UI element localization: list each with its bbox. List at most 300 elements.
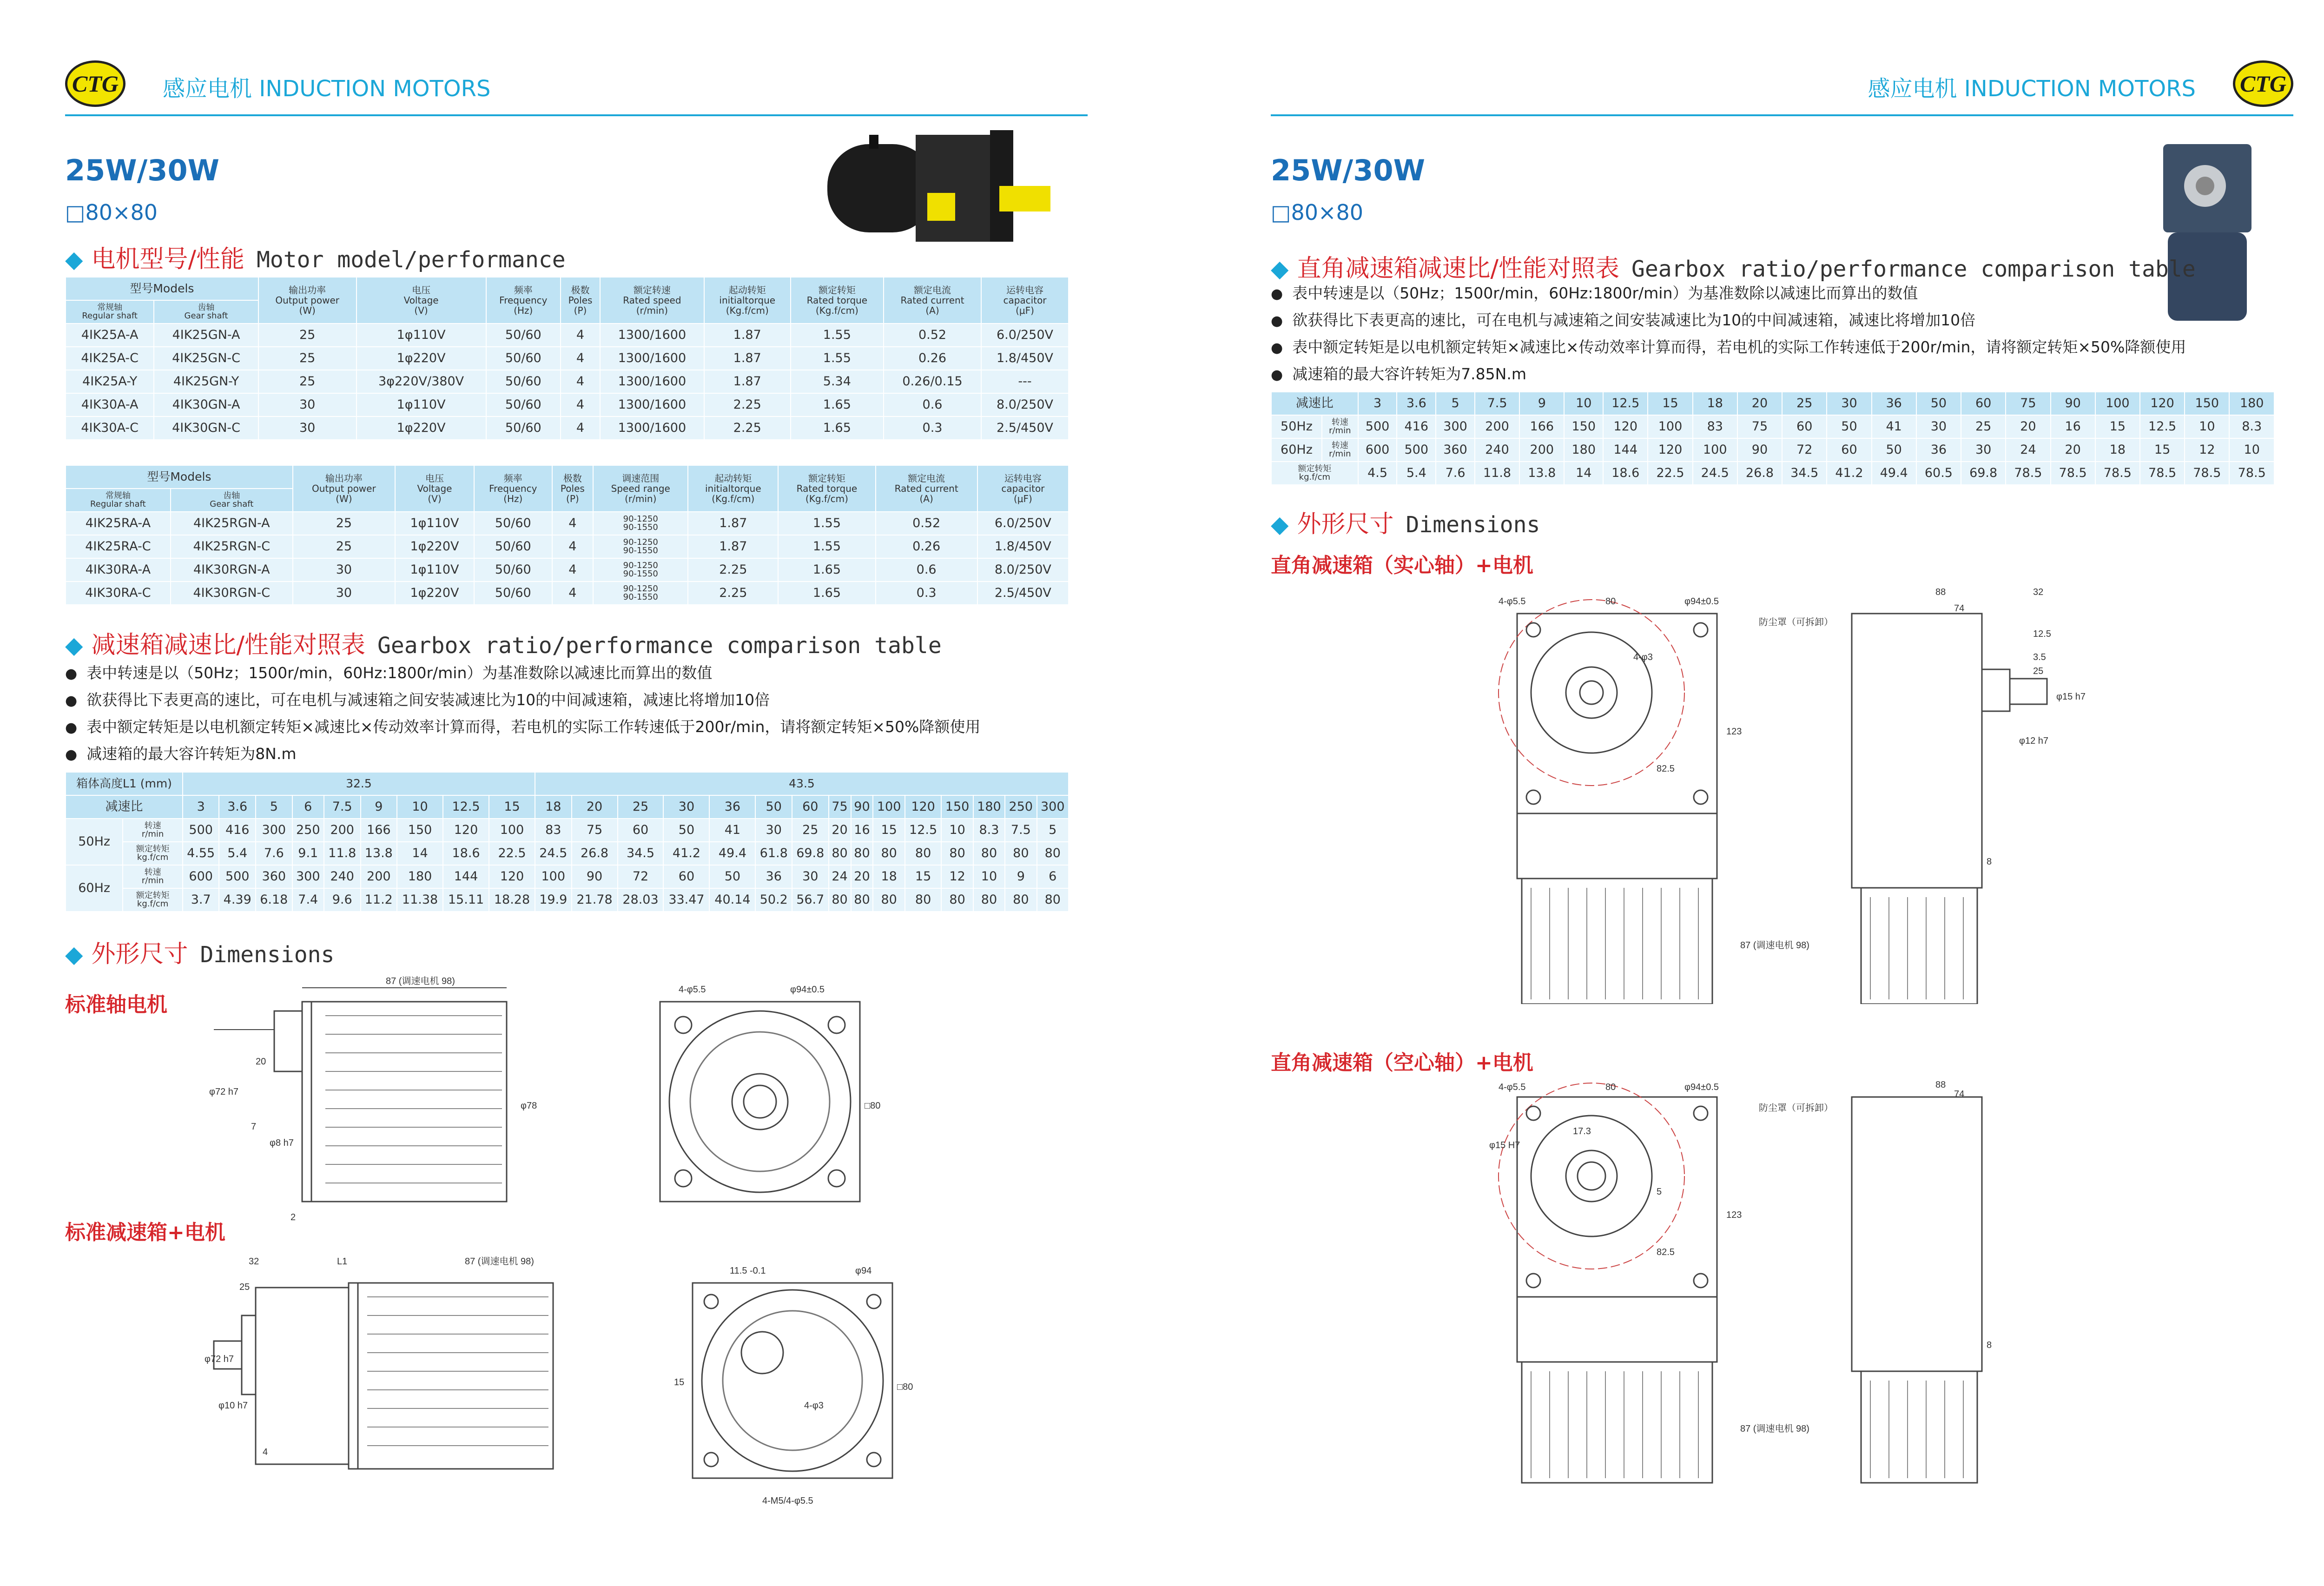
dim-text: φ8 h7 [270,1138,294,1148]
table-cell: 1.87 [704,324,791,347]
table-cell: 1.65 [778,558,875,582]
dim-text: 87 (调速电机 98) [386,976,455,986]
table-cell: 2.25 [688,582,778,605]
gearbox-ratio-table [65,772,1069,912]
table-cell: 25 [258,370,357,393]
dim-text: 4 [263,1447,268,1457]
cell-text: Poles [560,483,585,494]
ratio-cell: 25 [1782,392,1827,415]
table-cell: 50/60 [486,370,561,393]
table-cell: 100 [1693,438,1737,462]
table-cell: 25 [792,819,829,842]
cell-text: (Hz) [514,305,533,316]
speed-label [123,865,183,888]
table-cell: 416 [219,819,256,842]
column-header [600,277,704,324]
table-cell: 4.5 [1358,462,1397,485]
column-header [977,465,1069,512]
table-cell: 78.5 [2006,462,2050,485]
table-cell: 24.5 [1693,462,1737,485]
dim-text: φ94 [855,1266,872,1276]
table-cell: 15 [2095,415,2140,438]
table-cell: 25 [1961,415,2006,438]
table-cell: 80 [1005,842,1037,865]
table-cell: 49.4 [709,842,755,865]
cell-text: initialtorque [705,483,761,494]
table-cell: 11.2 [361,888,397,912]
ratio-cell: 75 [2006,392,2050,415]
table-cell: 80 [1005,888,1037,912]
column-header [876,465,977,512]
table-cell: 18.6 [443,842,489,865]
header-title: 感应电机 INDUCTION MOTORS [1868,76,2196,102]
table-cell: 1.65 [778,582,875,605]
table-cell: 4.39 [219,888,256,912]
table-cell: 360 [1436,438,1475,462]
dim-text: 25 [2033,666,2044,676]
ratio-cell: 3.6 [219,795,256,819]
column-header [552,465,594,512]
cell-text: (Kg.f/cm) [805,493,848,504]
table-cell: 120 [489,865,535,888]
table-cell: 8.3 [973,819,1005,842]
note-item: ● 欲获得比下表更高的速比，可在电机与减速箱之间安装减速比为10的中间减速箱，减速比将增加10倍 [65,687,980,714]
ratio-cell: 150 [941,795,973,819]
table-cell: 78.5 [2185,462,2229,485]
table-cell: 0.26/0.15 [884,370,981,393]
table-cell: 150 [397,819,443,842]
models-header: 型号Models [66,465,293,489]
table-cell: 40.14 [709,888,755,912]
table-cell: 120 [1648,438,1692,462]
table-cell: 4 [561,347,600,370]
table-cell: 4 [561,324,600,347]
table-cell: 20 [2006,415,2050,438]
page-title: 25W/30W [1271,153,1425,187]
table-cell: 1φ110V [357,324,486,347]
frequency-cell: 50Hz [1271,415,1322,438]
table-cell: 0.3 [876,582,977,605]
table-cell: 90 [1737,438,1782,462]
table-cell: 1φ220V [395,535,474,558]
cell-text: 转速 [1331,441,1348,450]
cell-text: r/min [141,876,164,886]
ratio-cell: 18 [1693,392,1737,415]
dim-text: 82.5 [1657,764,1675,774]
table-cell: 69.8 [1961,462,2006,485]
cell-text: 电压 [412,284,431,296]
table-cell: 4IK30RGN-C [171,582,293,605]
cell-text: kg.f/cm [137,852,169,862]
table-cell: 50/60 [486,347,561,370]
gear-shaft-header [171,489,293,512]
cell-text: (W) [336,493,352,504]
ratio-cell: 5 [1436,392,1475,415]
cell-text: 90-1550 [623,546,658,555]
table-cell: 1300/1600 [600,393,704,416]
table-cell: 7.5 [1005,819,1037,842]
section-motor-performance: ◆ 电机型号/性能 Motor model/performance [65,245,566,273]
table-cell: 12.5 [905,819,942,842]
table-cell: 2.25 [704,416,791,440]
cell-text: 调速范围 [622,473,660,484]
diamond-icon: ◆ [1271,255,1289,282]
column-header [791,277,884,324]
table-cell: 0.52 [876,512,977,535]
motor-performance-table [65,277,1069,440]
cell-text: r/min [1329,449,1351,459]
table-cell: 78.5 [2051,462,2095,485]
cell-text: (μF) [1013,493,1032,504]
note-item: ● 欲获得比下表更高的速比，可在电机与减速箱之间安装减速比为10的中间减速箱，减速比将增加10倍 [1271,307,2186,334]
table-cell: 80 [973,842,1005,865]
table-cell: 0.3 [884,416,981,440]
speed-label [1322,415,1358,438]
table-cell: 80 [941,888,973,912]
cell-text: 90-1550 [623,522,658,532]
table-cell: 7.6 [256,842,292,865]
table-cell: 14 [1564,462,1603,485]
table-row [66,512,1069,535]
hollow-shaft-drawing [1452,1078,2103,1487]
table-cell: 416 [1397,415,1436,438]
motor-photo [823,126,1064,246]
table-cell: 1.55 [791,324,884,347]
dim-label-standard-gearbox: 标准减速箱+电机 [65,1221,225,1244]
cell-text: (Hz) [503,493,523,504]
table-cell: 180 [1564,438,1603,462]
table-cell: 1.55 [778,512,875,535]
table-cell: 80 [1037,888,1069,912]
table-cell: 18 [2095,438,2140,462]
table-cell: 30 [258,416,357,440]
ratio-cell: 60 [792,795,829,819]
table-cell: 18.28 [489,888,535,912]
diamond-icon: ◆ [65,941,83,968]
column-header [561,277,600,324]
models-header: 型号Models [66,277,258,300]
table-cell: 1φ110V [395,512,474,535]
cell-text: (W) [299,305,316,316]
table-cell: 12 [2185,438,2229,462]
ratio-cell: 12.5 [443,795,489,819]
dim-text: □80 [865,1101,881,1111]
table-cell: 11.38 [397,888,443,912]
table-cell: 6.0/250V [977,512,1069,535]
table-cell: 30 [293,558,395,582]
section-dimensions: ◆ 外形尺寸 Dimensions [65,940,335,968]
table-cell: 144 [1603,438,1648,462]
standard-gearbox-drawing [205,1255,925,1515]
ratio-cell: 10 [397,795,443,819]
ratio-cell: 120 [2140,392,2185,415]
ratio-cell: 6 [292,795,324,819]
table-cell: 4IK25RGN-A [171,512,293,535]
dim-text: 123 [1726,1210,1742,1220]
table-cell: 34.5 [618,842,664,865]
cell-text: Rated current [900,295,964,306]
table-cell: 80 [851,888,873,912]
dim-text: 17.3 [1573,1126,1591,1137]
table-cell: 4 [552,512,594,535]
note-item: ● 表中额定转矩是以电机额定转矩×减速比×传动效率计算而得，若电机的实际工作转速低于200r/min，请将额定转矩×50%降额使用 [1271,334,2186,361]
table-cell: 36 [755,865,792,888]
dim-text: φ12 h7 [2019,736,2049,746]
table-cell: 4IK30RA-C [66,582,171,605]
ratio-cell: 36 [1872,392,1916,415]
table-cell: 20 [2051,438,2095,462]
dim-text: 12.5 [2033,629,2051,639]
note-item: ● 减速箱的最大容许转矩为8N.m [65,741,980,768]
note-item: ● 表中转速是以（50Hz；1500r/min，60Hz:1800r/min）为基准数除以减速比而算出的数值 [65,660,980,687]
cell-text: (P) [574,305,587,316]
table-cell: 500 [219,865,256,888]
cell-text: Voltage [417,483,452,494]
table-cell: 0.26 [884,347,981,370]
table-cell: 50 [709,865,755,888]
table-row [66,347,1069,370]
table-cell: 10 [973,865,1005,888]
table-cell: 30 [258,393,357,416]
table-cell: 4IK30GN-A [154,393,258,416]
table-cell: 360 [256,865,292,888]
cell-text: 输出功率 [289,284,326,296]
ratio-cell: 15 [1648,392,1692,415]
dim-text: φ78 [521,1101,537,1111]
dim-text: 8 [1987,857,1992,867]
ratio-cell: 150 [2185,392,2229,415]
dim-text: φ72 h7 [209,1087,239,1097]
ratio-cell: 12.5 [1603,392,1648,415]
torque-label [1271,462,1358,485]
table-cell: 15 [873,819,905,842]
table-cell: 3.7 [183,888,219,912]
ratio-cell: 5 [256,795,292,819]
table-cell: 50 [663,819,709,842]
cell-text: (V) [414,305,428,316]
ratio-cell: 180 [2229,392,2274,415]
cell-text: 90-1250 [623,537,658,547]
table-cell: 10 [2229,438,2274,462]
table-cell: 22.5 [489,842,535,865]
cell-text: 起动转矩 [714,473,752,484]
frequency-cell: 60Hz [66,865,123,912]
table-cell: 80 [905,888,942,912]
cell-text: Rated torque [796,483,858,494]
cell-text: 额定转矩 [818,284,856,296]
table-cell: 7.6 [1436,462,1475,485]
table-cell: 50/60 [486,324,561,347]
cell-text: Rated torque [806,295,868,306]
table-cell: 80 [851,842,873,865]
table-cell: 240 [324,865,361,888]
table-cell: 4 [552,558,594,582]
table-cell: 4IK25A-A [66,324,154,347]
table-cell: 0.6 [884,393,981,416]
table-cell: 1φ110V [357,393,486,416]
ratio-cell: 180 [973,795,1005,819]
table-cell: 4IK25RA-C [66,535,171,558]
table-cell: 250 [292,819,324,842]
cell-text: (Kg.f/cm) [815,305,858,316]
dim-text: φ94±0.5 [790,985,825,995]
dim-text: φ15 h7 [2056,692,2086,702]
dim-label-hollow-shaft: 直角减速箱（空心轴）+电机 [1271,1051,1533,1075]
standard-motor-drawing [205,974,911,1234]
cell-text: 起动转矩 [728,284,766,296]
table-cell: 120 [1603,415,1648,438]
cell-text: 额定转矩 [136,891,170,900]
speed-label [123,819,183,842]
ratio-cell: 100 [873,795,905,819]
ratio-cell: 120 [905,795,942,819]
table-row [66,558,1069,582]
right-angle-ratio-table [1271,391,2275,485]
table-cell: 10 [941,819,973,842]
ratio-header: 减速比 [66,795,183,819]
cell-text: 额定电流 [908,473,945,484]
table-cell: 500 [183,819,219,842]
cell-text: Poles [568,295,593,306]
cell-text: r/min [141,829,164,839]
table-cell: 7.4 [292,888,324,912]
dim-text: 87 (调速电机 98) [1740,1424,1809,1434]
table-cell: 4IK30RGN-A [171,558,293,582]
brand-logo: CTG [65,60,125,107]
table-cell: 36 [1916,438,1961,462]
table-cell: 41 [709,819,755,842]
table-cell: 41.2 [663,842,709,865]
ratio-cell: 15 [489,795,535,819]
dim-text: 7 [251,1122,257,1132]
cell-text: Output power [312,483,376,494]
dim-text: 4-φ3 [1633,652,1653,662]
table-cell: 144 [443,865,489,888]
cell-text: 极数 [571,284,590,296]
cell-text: Voltage [403,295,439,306]
column-header [474,465,552,512]
table-cell: 30 [293,582,395,605]
table-cell: 26.8 [1737,462,1782,485]
cell-text: Frequency [499,295,548,306]
table-cell: 4IK25RGN-C [171,535,293,558]
header-title: 感应电机 INDUCTION MOTORS [163,76,491,102]
table-cell: 9.1 [292,842,324,865]
ratio-cell: 90 [2051,392,2095,415]
table-cell: 30 [1961,438,2006,462]
table-cell [593,535,688,558]
dim-text: 15 [674,1377,685,1388]
ratio-cell: 75 [829,795,851,819]
ratio-cell: 30 [663,795,709,819]
table-row [66,324,1069,347]
table-cell: 80 [873,842,905,865]
box-height-header: 箱体高度L1 (mm) [66,772,183,795]
dim-text: 3.5 [2033,652,2046,662]
cell-text: 输出功率 [325,473,363,484]
table-cell: 26.8 [572,842,618,865]
cell-text: 额定转矩 [136,844,170,854]
table-cell: 50/60 [474,535,552,558]
ratio-cell: 30 [1827,392,1871,415]
table-cell: 90 [572,865,618,888]
table-cell: 18 [873,865,905,888]
ratio-cell: 250 [1005,795,1037,819]
dim-text: 32 [249,1256,259,1267]
column-header [395,465,474,512]
table-cell: 1.55 [791,347,884,370]
table-cell: 1.65 [791,416,884,440]
table-cell: 0.6 [876,558,977,582]
table-cell: 33.47 [663,888,709,912]
table-cell: 1300/1600 [600,370,704,393]
table-cell: 41.2 [1827,462,1871,485]
table-cell: 60 [618,819,664,842]
table-cell: 6.18 [256,888,292,912]
dim-text: 87 (调速电机 98) [465,1256,534,1267]
ratio-cell: 7.5 [324,795,361,819]
cell-text: 频率 [503,473,522,484]
cell-text: (A) [925,305,939,316]
dim-text: 82.5 [1657,1247,1675,1257]
table-cell: 4 [552,535,594,558]
table-cell: 60 [663,865,709,888]
diamond-icon: ◆ [65,246,83,273]
dim-text: 74 [1954,1089,1965,1099]
table-cell: 21.78 [572,888,618,912]
table-cell: 25 [293,512,395,535]
table-cell: 4IK30RA-A [66,558,171,582]
table-cell: 20 [829,819,851,842]
table-cell: 13.8 [1519,462,1564,485]
gearbox-notes [65,660,980,768]
table-cell [593,582,688,605]
table-cell: 60 [1827,438,1871,462]
table-cell: 11.8 [1475,462,1519,485]
cell-text: 90-1250 [623,561,658,570]
table-cell: 72 [618,865,664,888]
note-item: ● 表中额定转矩是以电机额定转矩×减速比×传动效率计算而得，若电机的实际工作转速低于200r/min，请将额定转矩×50%降额使用 [65,714,980,741]
ratio-cell: 25 [618,795,664,819]
table-cell: 61.8 [755,842,792,865]
dim-text: 4-M5/4-φ5.5 [762,1496,813,1506]
cell-text: (Kg.f/cm) [712,493,755,504]
table-cell: 19.9 [535,888,572,912]
table-cell: 15.11 [443,888,489,912]
dim-text: L1 [337,1256,348,1267]
dim-text: 32 [2033,587,2044,597]
dim-text: φ15 H7 [1489,1140,1520,1150]
dim-text: 80 [1605,596,1616,607]
table-cell: 16 [2051,415,2095,438]
table-cell: 13.8 [361,842,397,865]
frequency-cell: 50Hz [66,819,123,865]
dim-text: 4-φ5.5 [1499,1082,1526,1092]
dim-text: 防尘罩（可拆卸） [1759,617,1833,628]
table-cell: 25 [293,535,395,558]
table-cell: 300 [292,865,324,888]
dim-text: 4-φ5.5 [1499,596,1526,607]
table-cell: --- [981,370,1069,393]
table-cell: 12.5 [2140,415,2185,438]
right-header [1271,60,2293,116]
cell-text: (r/min) [636,305,668,316]
section-right-dimensions: ◆ 外形尺寸 Dimensions [1271,510,1540,538]
cell-text: Regular shaft [82,311,138,321]
dim-text: 8 [1987,1340,1992,1350]
table-cell: 30 [755,819,792,842]
table-cell: 83 [1693,415,1737,438]
